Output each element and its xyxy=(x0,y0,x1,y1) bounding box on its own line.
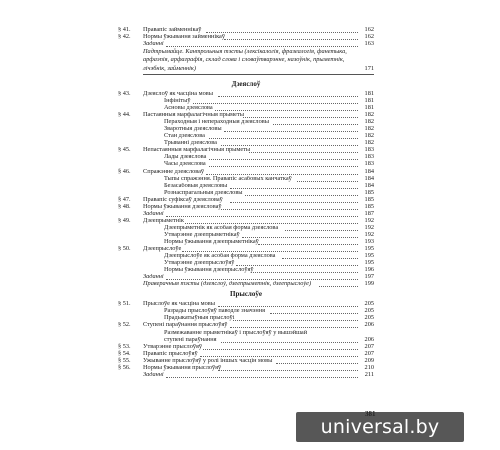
toc-entry-title: Правапіс прыслоўяў xyxy=(143,350,198,357)
toc-entry-page: 182 xyxy=(364,111,374,119)
toc-entry-page: 185 xyxy=(364,189,374,196)
toc-entry-page: 182 xyxy=(364,140,374,147)
toc-entry-page: 182 xyxy=(364,125,374,133)
toc-entry-title: Ступені параўнання прыслоўяў xyxy=(143,322,228,329)
toc-entry-page: 195 xyxy=(364,245,374,253)
toc-entry[interactable] xyxy=(118,211,374,218)
toc-entry-title: Асновы дзеяслова xyxy=(164,105,213,112)
toc-entry-page: 162 xyxy=(364,27,374,34)
toc-entry-title: Прадыкатыўныя прыслоўі xyxy=(164,315,235,322)
toc-entry-number: § 52. xyxy=(118,322,131,329)
toc-entry-title: Дзеепрыслоўе xyxy=(143,246,182,253)
toc-entry-title: Пераходныя і непераходныя дзеясловы xyxy=(164,119,269,126)
toc-entry-page: 185 xyxy=(364,196,374,203)
toc-entry-number: § 41. xyxy=(118,27,131,34)
toc-entry-page: 195 xyxy=(364,252,374,260)
table-of-contents xyxy=(118,27,374,379)
toc-entry[interactable] xyxy=(118,41,374,48)
toc-entry-title: Утварэнне дзеепрыметнікаў xyxy=(164,231,240,238)
toc-entry-title: Размежаванне прыметнікаў і прыслоўяў у вышэйшай xyxy=(164,329,308,336)
toc-entry[interactable] xyxy=(118,175,374,182)
toc-entry-page: 181 xyxy=(364,104,374,112)
toc-entry-page: 209 xyxy=(364,357,374,364)
toc-entry[interactable] xyxy=(118,147,374,154)
toc-entry[interactable] xyxy=(118,350,374,357)
toc-entry-title: Спражэнне дзеясловаў xyxy=(143,168,205,175)
toc-entry-page: 181 xyxy=(364,97,374,105)
toc-entry-number: § 42. xyxy=(118,34,131,41)
section-heading: Дзеяслоў xyxy=(231,79,261,88)
toc-entry-page: 196 xyxy=(364,266,374,274)
toc-entry[interactable] xyxy=(118,225,374,232)
toc-entry-page: 182 xyxy=(364,133,374,140)
toc-entry-title: Рознаспрагальныя дзеясловы xyxy=(164,189,243,196)
toc-entry[interactable] xyxy=(118,364,374,371)
toc-entry-page: 210 xyxy=(364,364,374,371)
toc-entry[interactable] xyxy=(118,161,374,168)
toc-entry-page: 205 xyxy=(364,308,374,315)
toc-entry-title: Заданні xyxy=(143,371,164,378)
toc-entry-page: 181 xyxy=(364,90,374,97)
toc-entry[interactable] xyxy=(118,260,374,267)
toc-entry-title: Часы дзеяслова xyxy=(164,161,206,168)
toc-entry-page: 207 xyxy=(364,343,374,350)
toc-entry[interactable] xyxy=(118,239,374,246)
toc-entry-title: Нормы ўжывання дзеепрыметнікаў xyxy=(164,238,259,245)
toc-entry-page: 183 xyxy=(364,154,374,161)
dot-leader xyxy=(319,286,358,287)
toc-entry-number: § 45. xyxy=(118,147,131,154)
toc-entry[interactable] xyxy=(118,34,374,41)
toc-entry-title: Дзеепрыслоўе як асобая форма дзеяслова xyxy=(164,253,276,260)
toc-entry[interactable] xyxy=(118,253,374,260)
toc-entry[interactable] xyxy=(118,336,374,343)
toc-entry-page: 183 xyxy=(364,161,374,168)
toc-entry-page: 162 xyxy=(364,34,374,41)
toc-entry-number: § 46. xyxy=(118,168,131,175)
toc-entry[interactable] xyxy=(118,168,374,175)
toc-entry[interactable] xyxy=(118,329,374,336)
toc-entry[interactable] xyxy=(118,322,374,329)
toc-entry[interactable] xyxy=(118,119,374,126)
toc-entry-number: § 53. xyxy=(118,343,131,350)
toc-entry-page: 185 xyxy=(364,203,374,210)
toc-entry-page: 183 xyxy=(364,147,374,154)
toc-entry[interactable] xyxy=(118,140,374,147)
toc-entry[interactable] xyxy=(118,246,374,253)
toc-entry-title: Нормы ўжывання прыслоўяў xyxy=(143,364,222,371)
toc-entry[interactable] xyxy=(118,154,374,161)
toc-entry-number: § 43. xyxy=(118,90,131,97)
toc-entry-title: Заданні xyxy=(143,41,164,48)
toc-entry-page: 205 xyxy=(364,315,374,322)
toc-entry-title: Правапіс суфіксаў дзеясловаў xyxy=(143,196,223,203)
toc-entry-title: Дзеяслоў як часціна мовы xyxy=(143,91,213,97)
toc-entry[interactable] xyxy=(118,343,374,350)
toc-entry-title: Стан дзеяслова xyxy=(164,133,205,140)
toc-entry[interactable] xyxy=(118,91,374,98)
toc-entry-title: Нормы ўжывання займеннікаў xyxy=(143,34,225,41)
divider xyxy=(143,74,374,75)
toc-entry[interactable] xyxy=(118,301,374,308)
toc-entry[interactable] xyxy=(118,182,374,189)
toc-entry[interactable] xyxy=(118,133,374,140)
toc-entry[interactable] xyxy=(118,27,374,34)
toc-entry-title: ступені параўнання xyxy=(164,336,217,343)
toc-entry-title: Заданні xyxy=(143,274,164,281)
toc-entry-title: Падтрымайце. Кантрольныя тэсты (лексікалогія, фразеалогія, фанетыка, арфаэпія, арфаграфія, склад слова і словаўтварэнне, назоўнік, прыметнік, лічэбнік, займеннік) xyxy=(143,48,347,72)
toc-entry[interactable] xyxy=(118,372,374,379)
toc-entry[interactable] xyxy=(118,105,374,112)
toc-entry-page: 192 xyxy=(364,217,374,224)
toc-entry-page: 171 xyxy=(364,64,374,72)
toc-entry-title: Нормы ўжывання дзеепрыслоўяў xyxy=(164,267,254,274)
toc-entry-title: Тыпы спражэння. Правапіс асабовых канчаткаў xyxy=(164,175,292,182)
toc-entry-number: § 54. xyxy=(118,350,131,357)
toc-entry[interactable] xyxy=(118,189,374,196)
toc-entry-page: 206 xyxy=(364,322,374,329)
toc-entry[interactable] xyxy=(118,232,374,239)
toc-entry-title: Нормы ўжывання дзеясловаў xyxy=(143,203,222,210)
toc-entry-page: 182 xyxy=(364,118,374,126)
toc-entry-title: Трыванні дзеяслова xyxy=(164,140,217,147)
toc-entry-multiline[interactable] xyxy=(143,48,374,73)
toc-entry-number: § 50. xyxy=(118,245,131,253)
toc-entry[interactable] xyxy=(118,218,374,225)
toc-entry-title: Дзеепрыметнік xyxy=(143,217,184,224)
toc-entry-number: § 55. xyxy=(118,357,131,364)
toc-entry-page: 193 xyxy=(364,238,374,245)
toc-entry[interactable] xyxy=(118,204,374,211)
toc-entry[interactable] xyxy=(118,357,374,364)
toc-entry-number: § 56. xyxy=(118,364,131,371)
toc-entry-title: Ужыванне прыслоўяў у ролі іншых часцін мовы xyxy=(143,357,273,364)
toc-entry[interactable] xyxy=(118,196,374,203)
toc-entry-page: 195 xyxy=(364,259,374,267)
toc-entry-number: § 49. xyxy=(118,217,131,224)
toc-entry-title: Дзеепрыметнік як асобая форма дзеяслова xyxy=(164,224,279,231)
toc-entry-page: 184 xyxy=(364,182,374,189)
toc-entry-title: Утварэнне прыслоўяў xyxy=(143,343,203,350)
toc-entry-page: 184 xyxy=(364,168,374,175)
toc-entry-page: 163 xyxy=(364,41,374,48)
toc-entry-page: 205 xyxy=(364,301,374,308)
toc-entry-title: Пастаянныя марфалагічныя прыметы xyxy=(143,112,244,119)
toc-entry-page: 192 xyxy=(364,231,374,238)
toc-entry-number: § 51. xyxy=(118,301,131,308)
toc-entry-page: 187 xyxy=(364,210,374,217)
toc-entry-number: § 48. xyxy=(118,203,131,210)
watermark: universal.by xyxy=(296,412,464,442)
toc-entry-title: Праверачныя тэсты (дзеяслоў, дзеепрыметнік, дзеепрыслоўе) xyxy=(143,281,312,288)
toc-entry[interactable] xyxy=(118,267,374,274)
toc-entry[interactable] xyxy=(118,315,374,322)
toc-entry[interactable] xyxy=(118,112,374,119)
toc-entry-title: Непастаянныя марфалагічныя прыметы xyxy=(143,147,251,154)
toc-entry-title: Лады дзеяслова xyxy=(164,154,207,161)
toc-entry-page: 211 xyxy=(364,371,374,378)
toc-entry-title: Прыслоўе як часціна мовы xyxy=(143,301,216,308)
toc-entry-title: Безасабовыя дзеясловы xyxy=(164,182,228,189)
toc-entry-title: Заданні xyxy=(143,210,164,217)
toc-entry[interactable] xyxy=(118,98,374,105)
section-heading: Прыслоўе xyxy=(230,290,262,299)
toc-entry[interactable] xyxy=(118,281,374,288)
toc-entry-title: Утварэнне дзеепрыслоўяў xyxy=(164,260,235,267)
dot-leader xyxy=(166,377,358,378)
toc-entry-page: 206 xyxy=(364,336,374,343)
toc-entry-title: Правапіс займеннікаў xyxy=(143,27,202,34)
toc-entry-page: 184 xyxy=(364,175,374,182)
toc-entry-page: 197 xyxy=(364,273,374,281)
toc-entry[interactable] xyxy=(118,308,374,315)
toc-entry-number: § 47. xyxy=(118,196,131,203)
toc-entry-number: § 44. xyxy=(118,111,131,119)
toc-entry-title: Разрады прыслоўяў паводле значэння xyxy=(164,308,266,315)
toc-entry-title: Інфінітыў xyxy=(164,98,191,105)
toc-entry-title: Зваротныя дзеясловы xyxy=(164,126,222,133)
toc-entry[interactable] xyxy=(118,126,374,133)
toc-entry[interactable] xyxy=(118,274,374,281)
toc-entry-page: 207 xyxy=(364,350,374,357)
toc-entry-page: 192 xyxy=(364,224,374,231)
toc-entry-page: 199 xyxy=(364,281,374,288)
